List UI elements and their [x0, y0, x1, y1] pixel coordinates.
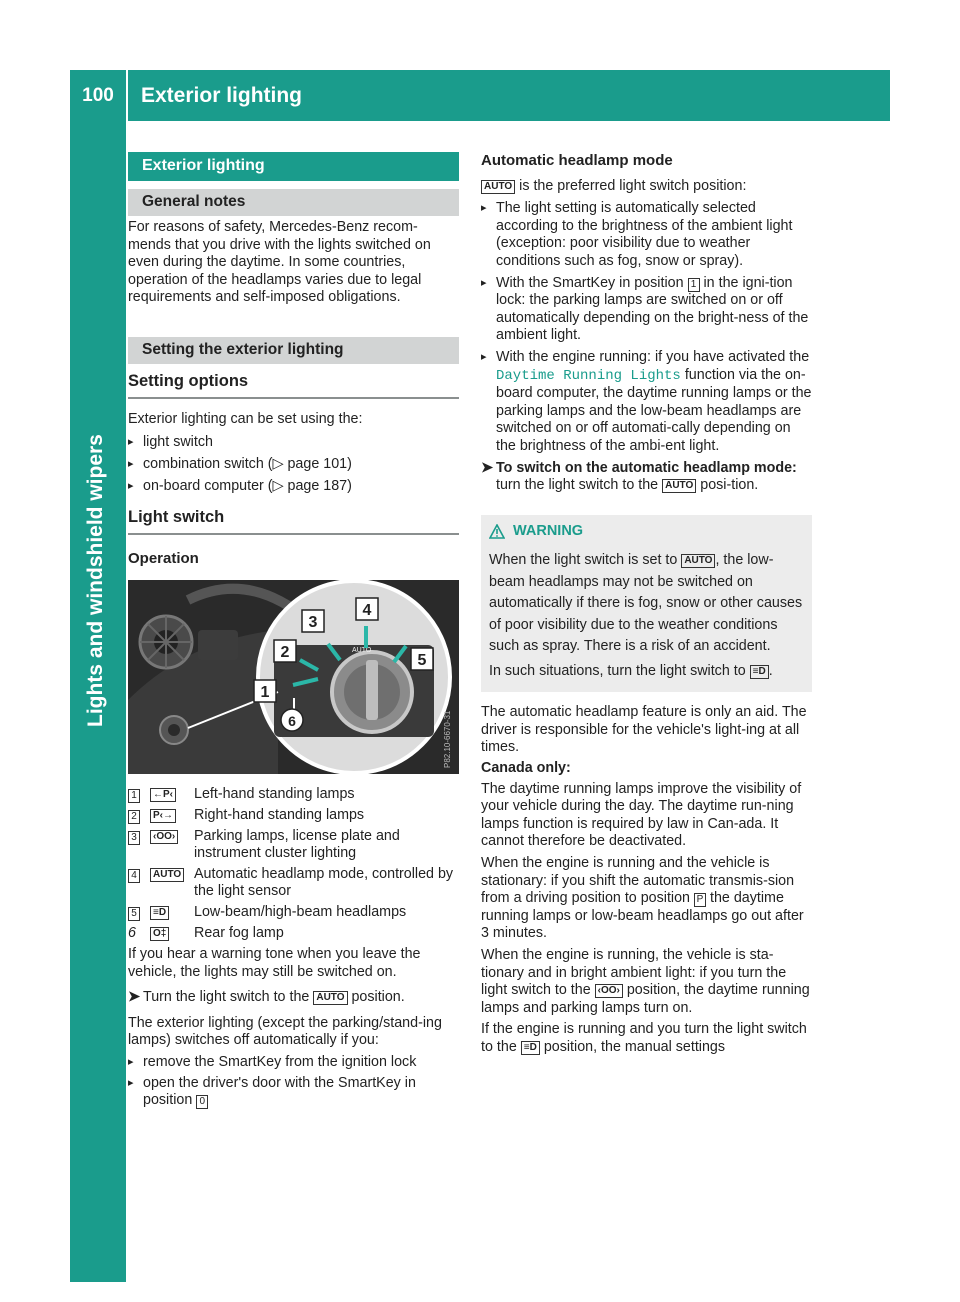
legend-row — [128, 925, 459, 943]
side-tab-label: Lights and windshield wipers — [84, 434, 107, 727]
auto-off-text: The exterior lighting (except the parking/stand-ing lamps) switches off automatically if you: — [128, 1014, 442, 1049]
paragraph-text: position, the manual settings — [543, 1038, 726, 1055]
legend-row — [128, 807, 459, 825]
parking-lamp-icon: ‹OO› — [150, 830, 178, 844]
warning-text-part: When the light switch is set to — [489, 552, 678, 569]
paragraph-text: position, the daytime running lamps and parking lamps turn on. — [481, 982, 810, 1016]
legend-number: 1 — [128, 789, 140, 803]
legend-row — [128, 866, 459, 901]
daytime-running-lights-menu-link[interactable]: Daytime Running Lights — [496, 367, 681, 384]
bright-light-text — [481, 947, 812, 1017]
light-switch-photo — [128, 580, 459, 774]
step-arrow-icon: ➤ — [128, 989, 140, 1006]
list-item-text: With the engine running: if you have activated the — [496, 348, 810, 365]
key-position-p: P — [694, 893, 706, 907]
instruction-step — [481, 460, 812, 495]
heading-operation: Operation — [128, 549, 199, 567]
legend-number: 2 — [128, 810, 140, 824]
list-item-text: open the driver's door with the SmartKey in position — [143, 1074, 416, 1109]
right-column — [481, 152, 812, 1057]
warning-title — [489, 523, 804, 541]
heading-automatic-headlamp-mode: Automatic headlamp mode — [481, 152, 673, 169]
auto-key-icon: AUTO — [681, 554, 715, 568]
legend-number: 4 — [128, 869, 140, 883]
low-beam-icon: ≡D — [521, 1041, 540, 1055]
key-position-1: 1 — [688, 278, 700, 292]
legend-text: Parking lamps, license plate and instrument cluster lighting — [194, 827, 400, 862]
warning-label: WARNING — [513, 522, 584, 539]
list-item[interactable]: ▸ on-board computer (▷ page 187) — [128, 475, 459, 497]
photo-code: P82.10-6670-31 — [443, 710, 452, 769]
auto-headlamp-icon: AUTO — [150, 868, 184, 882]
left-column — [128, 152, 459, 1110]
list-item — [481, 349, 812, 456]
warning-tone-text: If you hear a warning tone when you leave the vehicle, the lights may still be switched on. — [128, 946, 421, 980]
section-band-setting: Setting the exterior lighting — [128, 337, 459, 364]
svg-text:3: 3 — [308, 614, 318, 632]
svg-text:4: 4 — [362, 602, 372, 620]
svg-text:AUTO: AUTO — [352, 647, 372, 655]
legend-text: Automatic headlamp mode, controlled by the light sensor — [194, 865, 454, 900]
warning-box — [481, 515, 812, 693]
list-item-text: function via the on-board computer, the daytime running lamps or the parking lamps and the low-beam headlamps are switched on or off automati-cally depending on the brightness of the ambi-ent light. — [496, 366, 812, 454]
auto-preferred-label: is the preferred light switch position: — [519, 177, 747, 194]
manual-settings-text — [481, 1021, 812, 1056]
paragraph-text: the daytime running lamps or low-beam headlamps go out after 3 minutes. — [481, 890, 804, 942]
step-text: position. — [351, 989, 405, 1006]
paragraph-text: When the engine is running, the vehicle is sta-tionary and in bright ambient light: if you turn the light switch to the — [481, 947, 787, 999]
aid-text: The automatic headlamp feature is only an aid. The driver is responsible for the vehicle's light-ing at all times. — [481, 704, 807, 756]
setting-options-list — [128, 431, 459, 497]
legend-list — [128, 786, 459, 942]
section-band-general-notes: General notes — [128, 189, 459, 216]
list-item — [481, 275, 812, 345]
warning-text-part: . — [768, 662, 773, 679]
low-beam-icon: ≡D — [150, 906, 169, 920]
general-notes-text: For reasons of safety, Mercedes-Benz recom-mends that you drive with the lights switched on even during the daytime. In some countries, operation of the headlamps varies due to legal requirements and self-imposed obligations. — [128, 219, 431, 306]
list-item: ▸ light switch — [128, 431, 459, 453]
legend-text: Right-hand standing lamps — [194, 806, 365, 823]
paragraph-text: When the engine is running and the vehicle is stationary: if you shift the automatic transmis-sion from a driving position to position — [481, 855, 795, 907]
stationary-text — [481, 855, 812, 943]
paragraph-text: If the engine is running and you turn the light switch to the — [481, 1021, 807, 1055]
low-beam-icon: ≡D — [750, 665, 769, 679]
auto-key-icon: AUTO — [662, 479, 696, 493]
standing-lamp-right-icon: P‹→ — [150, 809, 176, 823]
list-item[interactable]: ▸ combination switch (▷ page 101) — [128, 453, 459, 475]
section-band-exterior-lighting: Exterior lighting — [128, 152, 459, 181]
auto-key-icon: AUTO — [313, 991, 347, 1005]
light-switch-illustration — [128, 580, 459, 774]
legend-number: 3 — [128, 831, 140, 845]
warning-advice — [489, 661, 804, 683]
header-title: Exterior lighting — [141, 83, 303, 107]
legend-number: 5 — [128, 907, 140, 921]
instruction-step — [128, 989, 459, 1007]
auto-off-list — [128, 1054, 459, 1110]
warning-triangle-icon — [489, 524, 505, 539]
legend-row — [128, 828, 459, 863]
step-text: Turn the light switch to the — [143, 989, 310, 1006]
svg-text:1: 1 — [260, 684, 270, 702]
canada-text: The daytime running lamps improve the visibility of your vehicle during the day. The daytime run-ning lamps function is required by law in Can-ada. It cannot therefore be deactivated. — [481, 780, 802, 850]
canada-heading: Canada only: — [481, 760, 571, 777]
heading-setting-options: Setting options — [128, 373, 459, 399]
svg-text:6: 6 — [288, 713, 296, 730]
warning-text-part: In such situations, turn the light switch to — [489, 662, 746, 679]
standing-lamp-left-icon: ←P‹ — [150, 788, 176, 802]
legend-text: Rear fog lamp — [194, 924, 284, 941]
step-heading: To switch on the automatic headlamp mode: — [496, 459, 797, 476]
svg-text:5: 5 — [417, 652, 427, 670]
list-item-text: With the SmartKey in position — [496, 274, 684, 291]
parking-lamp-icon: ‹OO› — [595, 984, 623, 998]
step-text: turn the light switch to the — [496, 477, 659, 494]
warning-text-part: , the low-beam headlamps may not be switched on automatically if there is fog, snow or other causes of poor visibility due to the weather conditions such as spray. There is a risk of an accident. — [489, 552, 803, 655]
key-position-0: 0 — [196, 1095, 208, 1109]
step-arrow-icon: ➤ — [481, 459, 493, 476]
legend-number: 6 — [128, 924, 136, 941]
auto-mode-list — [481, 200, 812, 455]
legend-text: Low-beam/high-beam headlamps — [194, 903, 407, 920]
auto-key-icon: AUTO — [481, 180, 515, 194]
step-text: posi-tion. — [700, 477, 759, 494]
legend-text: Left-hand standing lamps — [194, 786, 355, 803]
heading-light-switch: Light switch — [128, 509, 459, 535]
setting-intro: Exterior lighting can be set using the: — [128, 410, 363, 427]
rear-fog-lamp-icon: O‡ — [150, 927, 169, 941]
list-item: ▸ The light setting is automatically selected according to the brightness of the ambient light (exception: poor visibility due to weather conditions such as fog, snow or spray). — [481, 200, 812, 270]
list-item-text: in the igni-tion lock: the parking lamps are switched on or off automatically depending on the bright-ness of the ambient light. — [496, 274, 809, 344]
page-header — [70, 70, 890, 121]
svg-text:2: 2 — [280, 644, 290, 662]
list-item — [128, 1075, 459, 1110]
legend-row — [128, 786, 459, 804]
auto-preferred-text — [481, 178, 812, 196]
list-item: ▸ remove the SmartKey from the ignition lock — [128, 1054, 459, 1072]
warning-text — [489, 550, 804, 658]
legend-row — [128, 904, 459, 922]
page-number: 100 — [82, 84, 114, 106]
